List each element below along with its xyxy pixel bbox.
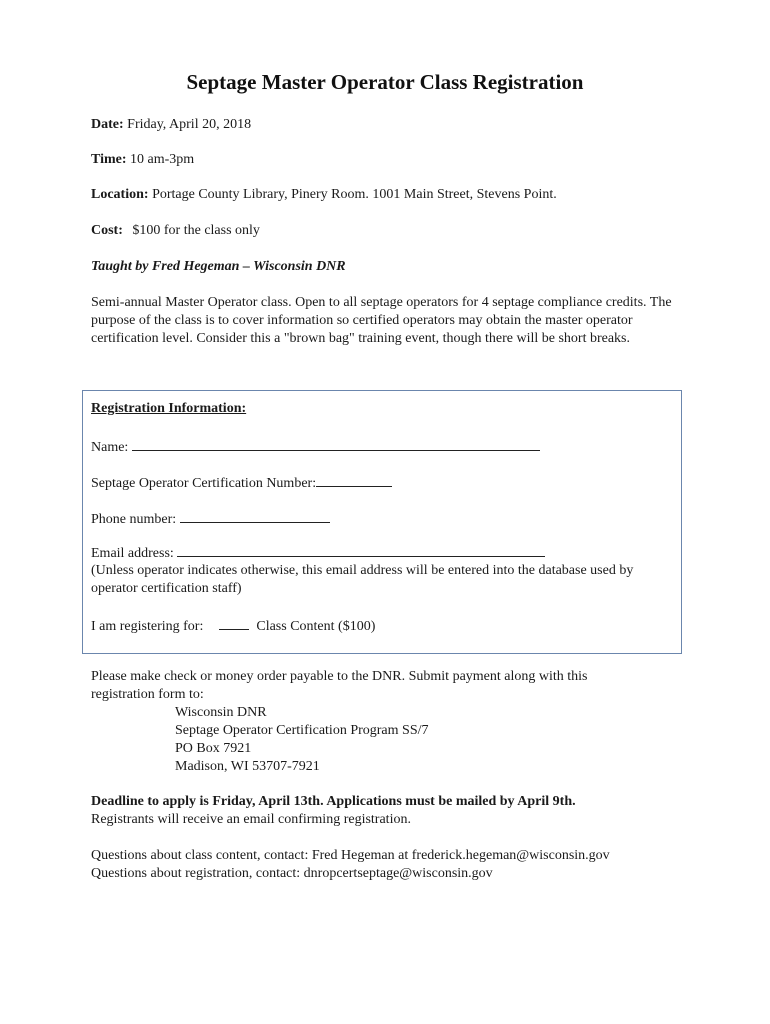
phone-label: Phone number: (91, 512, 177, 527)
phone-field[interactable] (180, 509, 330, 523)
address-line: Madison, WI 53707-7921 (175, 759, 320, 774)
class-option-checkbox[interactable] (219, 616, 249, 630)
deadline-text: Deadline to apply is Friday, April 13th. Applications must be mailed by April 9th. (91, 794, 576, 809)
location-line (91, 187, 557, 203)
phone-row (91, 509, 330, 528)
email-label: Email address: (91, 546, 174, 561)
cost-value: $100 for the class only (132, 223, 260, 238)
email-field[interactable] (177, 543, 545, 557)
content-contact: Questions about class content, contact: Fred Hegeman at frederick.hegeman@wisconsin.gov (91, 848, 610, 863)
location-value: Portage County Library, Pinery Room. 1001 Main Street, Stevens Point. (152, 187, 557, 202)
time-value: 10 am-3pm (130, 152, 195, 167)
registering-label: I am registering for: (91, 619, 204, 634)
registration-heading: Registration Information: (91, 401, 247, 416)
registration-contact: Questions about registration, contact: dnropcertseptage@wisconsin.gov (91, 866, 493, 881)
cost-line (91, 223, 260, 239)
mailing-address (175, 704, 429, 776)
name-field[interactable] (132, 437, 540, 451)
email-note: (Unless operator indicates otherwise, this email address will be entered into the database used by operator certification staff) (91, 563, 634, 596)
payment-instructions: Please make check or money order payable to the DNR. Submit payment along with this registration form to: (91, 669, 588, 702)
date-value: Friday, April 20, 2018 (127, 117, 252, 132)
cert-number-field[interactable] (316, 473, 392, 487)
page-title: Septage Master Operator Class Registration (186, 70, 584, 94)
class-option-label: Class Content ($100) (256, 619, 376, 634)
email-row (91, 543, 545, 562)
confirmation-note: Registrants will receive an email confirming registration. (91, 812, 411, 827)
address-line: PO Box 7921 (175, 741, 252, 756)
class-description: Semi-annual Master Operator class. Open to all septage operators for 4 septage compliance credits. The purpose of the class is to cover information so certified operators may obtain the master operator certification level. Consider this a "brown bag" training event, though there will be short breaks. (91, 295, 672, 346)
cost-label: Cost: (91, 223, 123, 238)
cert-label: Septage Operator Certification Number: (91, 476, 317, 491)
instructor-line: Taught by Fred Hegeman – Wisconsin DNR (91, 259, 346, 274)
cert-row (91, 473, 392, 492)
registering-row (91, 616, 375, 635)
address-line: Septage Operator Certification Program SS/7 (175, 723, 429, 738)
name-row (91, 437, 540, 456)
time-label: Time: (91, 152, 127, 167)
time-line (91, 152, 194, 168)
date-line (91, 117, 251, 133)
address-line: Wisconsin DNR (175, 705, 267, 720)
location-label: Location: (91, 187, 149, 202)
name-label: Name: (91, 440, 129, 455)
date-label: Date: (91, 117, 124, 132)
